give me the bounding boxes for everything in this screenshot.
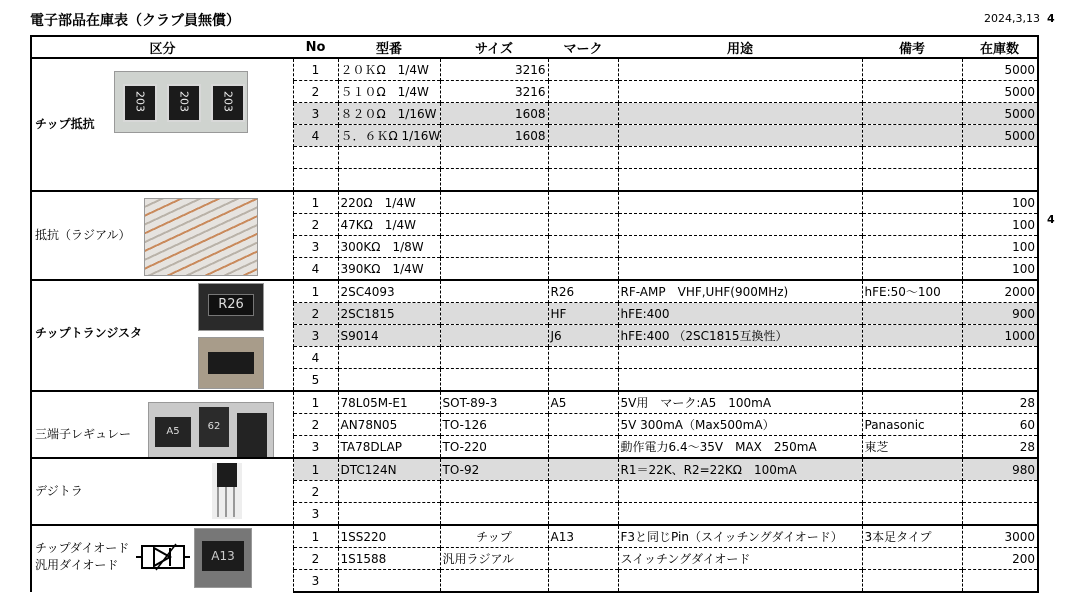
cell-note <box>862 125 962 147</box>
cell-part: ２０ＫΩ 1/4W <box>338 58 440 81</box>
cell-part: DTC124N <box>338 458 440 481</box>
cell-stock: 100 <box>962 214 1038 236</box>
cell-no: 3 <box>293 103 338 125</box>
cell-use <box>618 258 862 281</box>
category-chip-transistor <box>31 280 293 391</box>
cell-mark <box>548 169 618 192</box>
cell-use: 動作電力6.4～35V MAX 250mA <box>618 436 862 459</box>
cell-stock: 2000 <box>962 280 1038 303</box>
cell-no: 1 <box>293 391 338 414</box>
cell-size <box>440 303 548 325</box>
cell-use <box>618 125 862 147</box>
cell-size <box>440 258 548 281</box>
cell-part: 2SC4093 <box>338 280 440 303</box>
cell-part: 78L05M-E1 <box>338 391 440 414</box>
category-label: デジトラ <box>35 484 83 498</box>
cell-mark <box>548 481 618 503</box>
cell-part: 47KΩ 1/4W <box>338 214 440 236</box>
cell-mark: A13 <box>548 525 618 548</box>
cell-use: F3と同じPin（スイッチングダイオード） <box>618 525 862 548</box>
cell-note <box>862 169 962 192</box>
cell-use: スイッチングダイオード <box>618 548 862 570</box>
cell-note <box>862 303 962 325</box>
cell-note <box>862 503 962 526</box>
cell-size: TO-220 <box>440 436 548 459</box>
cell-note <box>862 103 962 125</box>
cell-no: 1 <box>293 525 338 548</box>
cell-note <box>862 58 962 81</box>
sot23-photo <box>198 337 264 389</box>
col-header-note: 備考 <box>862 36 962 58</box>
cell-stock: 5000 <box>962 81 1038 103</box>
cell-note <box>862 191 962 214</box>
col-header-stock: 在庫数 <box>962 36 1038 58</box>
cell-stock: 1000 <box>962 325 1038 347</box>
table-row <box>31 458 1038 481</box>
cell-no: 3 <box>293 236 338 258</box>
cell-part <box>338 503 440 526</box>
cell-part: 390KΩ 1/4W <box>338 258 440 281</box>
cell-no: 2 <box>293 303 338 325</box>
cell-stock <box>962 147 1038 169</box>
cell-size: TO-92 <box>440 458 548 481</box>
cell-mark: A5 <box>548 391 618 414</box>
category-digital-transistor <box>31 458 293 525</box>
cell-size: 3216 <box>440 58 548 81</box>
cell-mark: J6 <box>548 325 618 347</box>
cell-no <box>293 169 338 192</box>
cell-note <box>862 548 962 570</box>
cell-note <box>862 347 962 369</box>
cell-part: 220Ω 1/4W <box>338 191 440 214</box>
table-row <box>31 191 1038 214</box>
cell-no: 1 <box>293 280 338 303</box>
cell-mark <box>548 125 618 147</box>
cell-mark <box>548 258 618 281</box>
col-header-part: 型番 <box>338 36 440 58</box>
cell-size <box>440 347 548 369</box>
cell-note <box>862 458 962 481</box>
diode-photo: A13 <box>194 528 252 588</box>
cell-use <box>618 347 862 369</box>
cell-part: S9014 <box>338 325 440 347</box>
to92-photo <box>212 463 242 519</box>
cell-no: 2 <box>293 481 338 503</box>
cell-stock <box>962 570 1038 593</box>
side-mark: 4 <box>1047 213 1055 226</box>
cell-use <box>618 236 862 258</box>
cell-stock: 980 <box>962 458 1038 481</box>
cell-use: 5V 300mA（Max500mA） <box>618 414 862 436</box>
cell-mark <box>548 103 618 125</box>
cell-mark <box>548 570 618 593</box>
cell-note <box>862 81 962 103</box>
category-diode <box>31 525 293 592</box>
cell-stock <box>962 369 1038 392</box>
category-regulator <box>31 391 293 458</box>
inventory-body <box>31 58 1038 592</box>
cell-stock <box>962 347 1038 369</box>
cell-no: 5 <box>293 369 338 392</box>
cell-mark <box>548 81 618 103</box>
cell-use: R1＝22K、R2=22KΩ 100mA <box>618 458 862 481</box>
cell-size <box>440 280 548 303</box>
cell-stock: 3000 <box>962 525 1038 548</box>
inventory-table <box>30 35 1039 593</box>
cell-stock <box>962 503 1038 526</box>
cell-no: 2 <box>293 81 338 103</box>
cell-use <box>618 214 862 236</box>
cell-size <box>440 369 548 392</box>
cell-no: 4 <box>293 125 338 147</box>
cell-part: 300KΩ 1/8W <box>338 236 440 258</box>
cell-mark <box>548 236 618 258</box>
table-row <box>31 280 1038 303</box>
page-title: 電子部品在庫表（クラブ員無償） <box>30 13 240 29</box>
cell-note: 東芝 <box>862 436 962 459</box>
chip-resistor-photo: 203 203 203 <box>114 71 248 133</box>
cell-size <box>440 191 548 214</box>
cell-use <box>618 481 862 503</box>
cell-note <box>862 325 962 347</box>
category-radial-resistor <box>31 191 293 280</box>
cell-stock: 28 <box>962 436 1038 459</box>
cell-size <box>440 236 548 258</box>
cell-stock: 60 <box>962 414 1038 436</box>
cell-use <box>618 191 862 214</box>
page-number: 4 <box>1047 12 1055 25</box>
cell-no: 3 <box>293 436 338 459</box>
cell-no: 3 <box>293 325 338 347</box>
cell-note <box>862 481 962 503</box>
cell-mark <box>548 458 618 481</box>
cell-use: hFE:400 （2SC1815互換性） <box>618 325 862 347</box>
cell-no: 1 <box>293 191 338 214</box>
category-label: チップダイオード 汎用ダイオード <box>35 541 130 572</box>
diode-symbol-icon <box>136 540 190 574</box>
cell-use: 5V用 マーク:A5 100mA <box>618 391 862 414</box>
cell-size <box>440 481 548 503</box>
cell-part <box>338 369 440 392</box>
cell-use <box>618 103 862 125</box>
cell-size: チップ <box>440 525 548 548</box>
cell-stock: 100 <box>962 236 1038 258</box>
cell-note <box>862 570 962 593</box>
cell-note: hFE:50～100 <box>862 280 962 303</box>
date-label: 2024,3,13 <box>984 12 1040 25</box>
cell-no: 1 <box>293 58 338 81</box>
cell-mark: R26 <box>548 280 618 303</box>
cell-mark <box>548 347 618 369</box>
cell-part: ５１０Ω 1/4W <box>338 81 440 103</box>
cell-no: 1 <box>293 458 338 481</box>
cell-note <box>862 369 962 392</box>
regulator-photo: A5 62 <box>148 402 274 458</box>
cell-part <box>338 481 440 503</box>
cell-stock: 100 <box>962 191 1038 214</box>
cell-size <box>440 214 548 236</box>
cell-mark <box>548 548 618 570</box>
cell-stock <box>962 481 1038 503</box>
cell-part: ５．６ＫΩ 1/16W <box>338 125 440 147</box>
cell-mark <box>548 503 618 526</box>
cell-stock: 900 <box>962 303 1038 325</box>
cell-use: RF-AMP VHF,UHF(900MHz) <box>618 280 862 303</box>
cell-use <box>618 58 862 81</box>
cell-part <box>338 147 440 169</box>
cell-no: 3 <box>293 503 338 526</box>
cell-no: 4 <box>293 258 338 281</box>
col-header-mark: マーク <box>548 36 618 58</box>
col-header-category: 区分 <box>31 36 293 58</box>
cell-mark <box>548 436 618 459</box>
cell-use <box>618 570 862 593</box>
cell-size <box>440 147 548 169</box>
cell-mark: HF <box>548 303 618 325</box>
cell-size: 1608 <box>440 103 548 125</box>
cell-size: SOT-89-3 <box>440 391 548 414</box>
cell-note <box>862 236 962 258</box>
cell-no: 2 <box>293 214 338 236</box>
cell-part <box>338 169 440 192</box>
cell-part <box>338 347 440 369</box>
cell-note <box>862 258 962 281</box>
cell-note: Panasonic <box>862 414 962 436</box>
cell-part: 1SS220 <box>338 525 440 548</box>
cell-use <box>618 81 862 103</box>
cell-mark <box>548 191 618 214</box>
cell-mark <box>548 147 618 169</box>
cell-use <box>618 503 862 526</box>
cell-no: 2 <box>293 548 338 570</box>
cell-stock: 100 <box>962 258 1038 281</box>
chip-transistor-photo: R26 <box>198 283 264 331</box>
col-header-use: 用途 <box>618 36 862 58</box>
cell-mark <box>548 414 618 436</box>
cell-no: 3 <box>293 570 338 593</box>
table-row <box>31 58 1038 81</box>
cell-stock <box>962 169 1038 192</box>
cell-size: TO-126 <box>440 414 548 436</box>
cell-size <box>440 503 548 526</box>
cell-stock: 28 <box>962 391 1038 414</box>
category-label: 抵抗（ラジアル） <box>35 228 131 242</box>
cell-part: 2SC1815 <box>338 303 440 325</box>
col-header-no: No <box>293 36 338 58</box>
cell-size: 1608 <box>440 125 548 147</box>
col-header-size: サイズ <box>440 36 548 58</box>
cell-stock: 5000 <box>962 58 1038 81</box>
table-row <box>31 525 1038 548</box>
cell-note <box>862 214 962 236</box>
cell-mark <box>548 214 618 236</box>
cell-note: 3本足タイプ <box>862 525 962 548</box>
cell-use <box>618 169 862 192</box>
category-label: 三端子レギュレー <box>35 427 132 441</box>
cell-part: TA78DLAP <box>338 436 440 459</box>
cell-use <box>618 369 862 392</box>
table-row <box>31 391 1038 414</box>
category-chip-resistor <box>31 58 293 191</box>
cell-note <box>862 147 962 169</box>
radial-resistor-photo <box>144 198 258 276</box>
cell-size <box>440 570 548 593</box>
cell-stock: 200 <box>962 548 1038 570</box>
cell-no <box>293 147 338 169</box>
cell-stock: 5000 <box>962 103 1038 125</box>
cell-size <box>440 325 548 347</box>
category-label: チップトランジスタ <box>35 326 142 340</box>
cell-mark <box>548 58 618 81</box>
header-row <box>31 36 1038 58</box>
category-label: チップ抵抗 <box>35 117 95 131</box>
cell-part: AN78N05 <box>338 414 440 436</box>
cell-use <box>618 147 862 169</box>
cell-size <box>440 169 548 192</box>
cell-part <box>338 570 440 593</box>
cell-no: 4 <box>293 347 338 369</box>
cell-mark <box>548 369 618 392</box>
cell-stock: 5000 <box>962 125 1038 147</box>
cell-note <box>862 391 962 414</box>
cell-size: 汎用ラジアル <box>440 548 548 570</box>
cell-use: hFE:400 <box>618 303 862 325</box>
cell-no: 2 <box>293 414 338 436</box>
cell-part: ８２０Ω 1/16W <box>338 103 440 125</box>
cell-size: 3216 <box>440 81 548 103</box>
cell-part: 1S1588 <box>338 548 440 570</box>
